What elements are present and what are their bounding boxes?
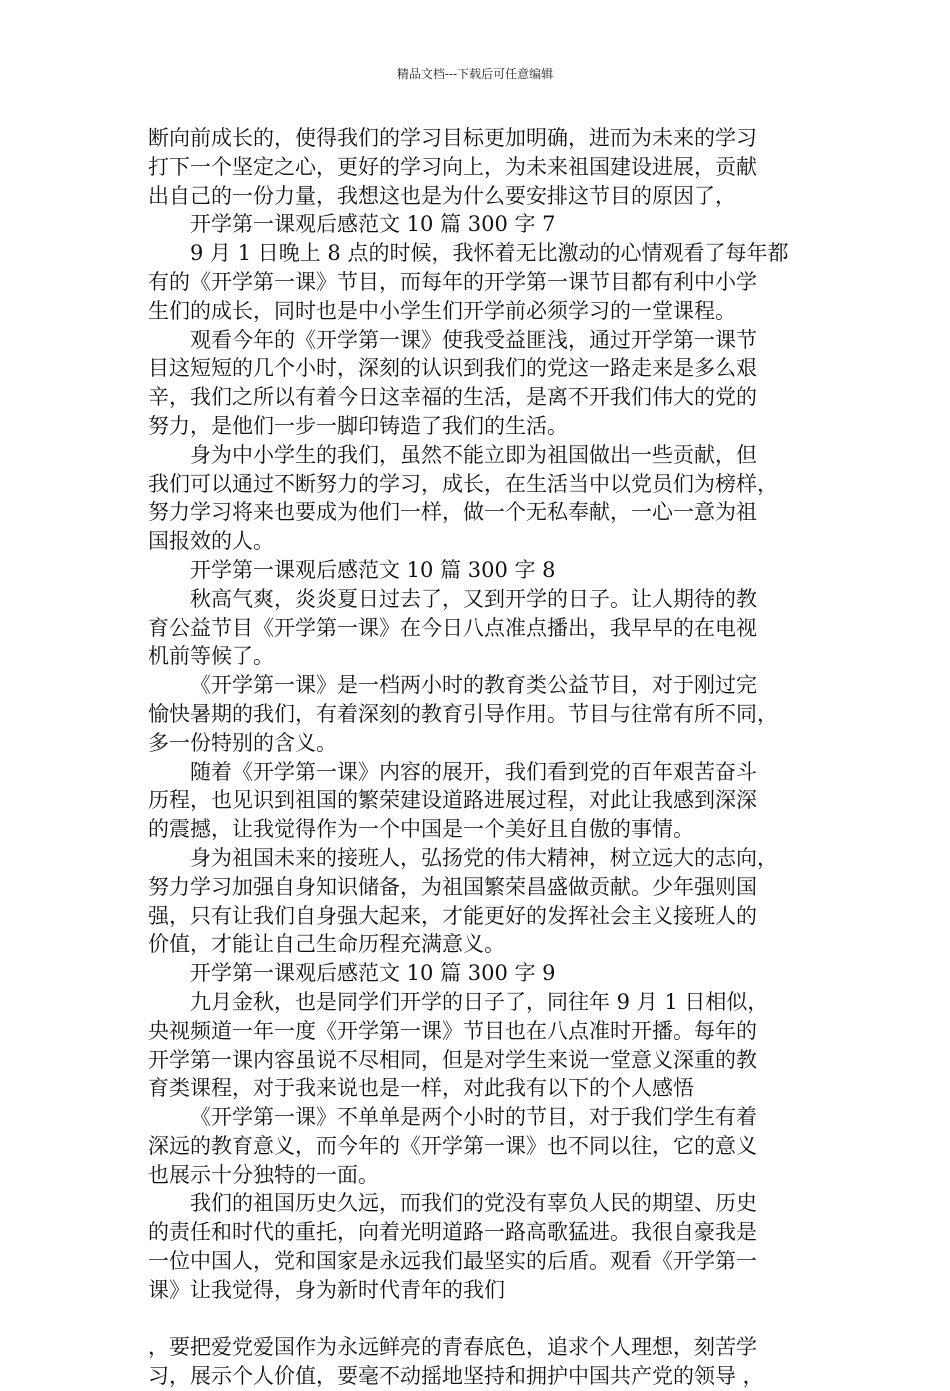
text-line: 育类课程，对于我来说也是一样，对此我有以下的个人感悟 — [148, 1076, 694, 1101]
text-line: 我们可以通过不断努力的学习，成长，在生活当中以党员们为榜样， — [148, 471, 778, 496]
text-line: 九月金秋，也是同学们开学的日子了，同往年 9 月 1 日相似， — [190, 989, 769, 1014]
text-line: 观看今年的《开学第一课》使我受益匪浅，通过开学第一课节 — [190, 327, 757, 352]
text-line: 努力，是他们一步一脚印铸造了我们的生活。 — [148, 413, 568, 438]
text-line — [148, 1305, 808, 1334]
text-line: ，要把爱党爱国作为永远鲜亮的青春底色，追求个人理想，刻苦学 — [148, 1335, 757, 1360]
text-line: 机前等候了。 — [148, 644, 274, 669]
text-line: 努力学习将来也要成为他们一样，做一个无私奉献，一心一意为祖 — [148, 500, 757, 525]
text-line: 有的《开学第一课》节目，而每年的开学第一课节目都有利中小学 — [148, 269, 757, 294]
text-line: 努力学习加强自身知识储备，为祖国繁荣昌盛做贡献。少年强则国 — [148, 874, 757, 899]
text-line: 《开学第一课》是一档两小时的教育类公益节目，对于刚过完 — [190, 673, 757, 698]
text-line: 一位中国人，党和国家是永远我们最坚实的后盾。观看《开学第一 — [148, 1249, 757, 1274]
text-line: 身为祖国未来的接班人，弘扬党的伟大精神，树立远大的志向， — [190, 845, 778, 870]
text-line: 历程，也见识到祖国的繁荣建设道路进展过程，对此让我感到深深 — [148, 788, 757, 813]
document-body — [148, 124, 808, 1391]
text-line: 央视频道一年一度《开学第一课》节目也在八点准时开播。每年的 — [148, 1018, 757, 1043]
text-line: 多一份特别的含义。 — [148, 730, 337, 755]
text-line: 愉快暑期的我们，有着深刻的教育引导作用。节目与往常有所不同， — [148, 701, 778, 726]
text-line: 价值，才能让自己生命历程充满意义。 — [148, 932, 505, 957]
text-line: 强，只有让我们自身强大起来，才能更好的发挥社会主义接班人的 — [148, 903, 757, 928]
text-line: 随着《开学第一课》内容的展开，我们看到党的百年艰苦奋斗 — [190, 759, 757, 784]
text-line: 断向前成长的，使得我们的学习目标更加明确，进而为未来的学习 — [148, 126, 757, 150]
text-line: 开学第一课内容虽说不尽相同，但是对学生来说一堂意义深重的教 — [148, 1047, 757, 1072]
text-line: 深远的教育意义，而今年的《开学第一课》也不同以往，它的意义 — [148, 1133, 757, 1158]
text-line: 打下一个坚定之心，更好的学习向上，为未来祖国建设进展，贡献 — [148, 154, 757, 179]
text-line: 国报效的人。 — [148, 529, 274, 554]
text-line: 习，展示个人价值，要毫不动摇地坚持和拥护中国共产党的领导 ， — [148, 1364, 764, 1389]
text-line: 身为中小学生的我们，虽然不能立即为祖国做出一些贡献，但 — [190, 442, 757, 467]
text-line: 辛，我们之所以有着今日这幸福的生活，是离不开我们伟大的党的 — [148, 385, 757, 410]
text-line: 9 月 1 日晚上 8 点的时候，我怀着无比激动的心情观看了每年都 — [190, 241, 789, 266]
text-line: 我们的祖国历史久远，而我们的党没有辜负人民的期望、历史 — [190, 1191, 757, 1216]
text-line: 也展示十分独特的一面。 — [148, 1162, 379, 1187]
text-line: 课》让我觉得，身为新时代青年的我们 — [148, 1277, 505, 1302]
text-line: 秋高气爽，炎炎夏日过去了，又到开学的日子。让人期待的教 — [190, 586, 757, 611]
text-line: 开学第一课观后感范文 10 篇 300 字 7 — [190, 212, 556, 237]
text-line: 生们的成长，同时也是中小学生们开学前必须学习的一堂课程。 — [148, 298, 736, 323]
text-line: 育公益节目《开学第一课》在今日八点准点播出，我早早的在电视 — [148, 615, 757, 640]
text-line: 《开学第一课》不单单是两个小时的节目，对于我们学生有着 — [190, 1105, 757, 1130]
text-line: 的责任和时代的重托，向着光明道路一路高歌猛进。我很自豪我是 — [148, 1220, 757, 1245]
text-line: 目这短短的几个小时，深刻的认识到我们的党这一路走来是多么艰 — [148, 356, 757, 381]
text-line: 的震撼，让我觉得作为一个中国是一个美好且自傲的事情。 — [148, 817, 694, 842]
text-line: 开学第一课观后感范文 10 篇 300 字 8 — [190, 557, 556, 582]
text-line: 出自己的一份力量，我想这也是为什么要安排这节目的原因了， — [148, 183, 736, 208]
text-line: 开学第一课观后感范文 10 篇 300 字 9 — [190, 961, 556, 986]
page-header: 精品文档---下载后可任意编辑 — [396, 67, 554, 81]
